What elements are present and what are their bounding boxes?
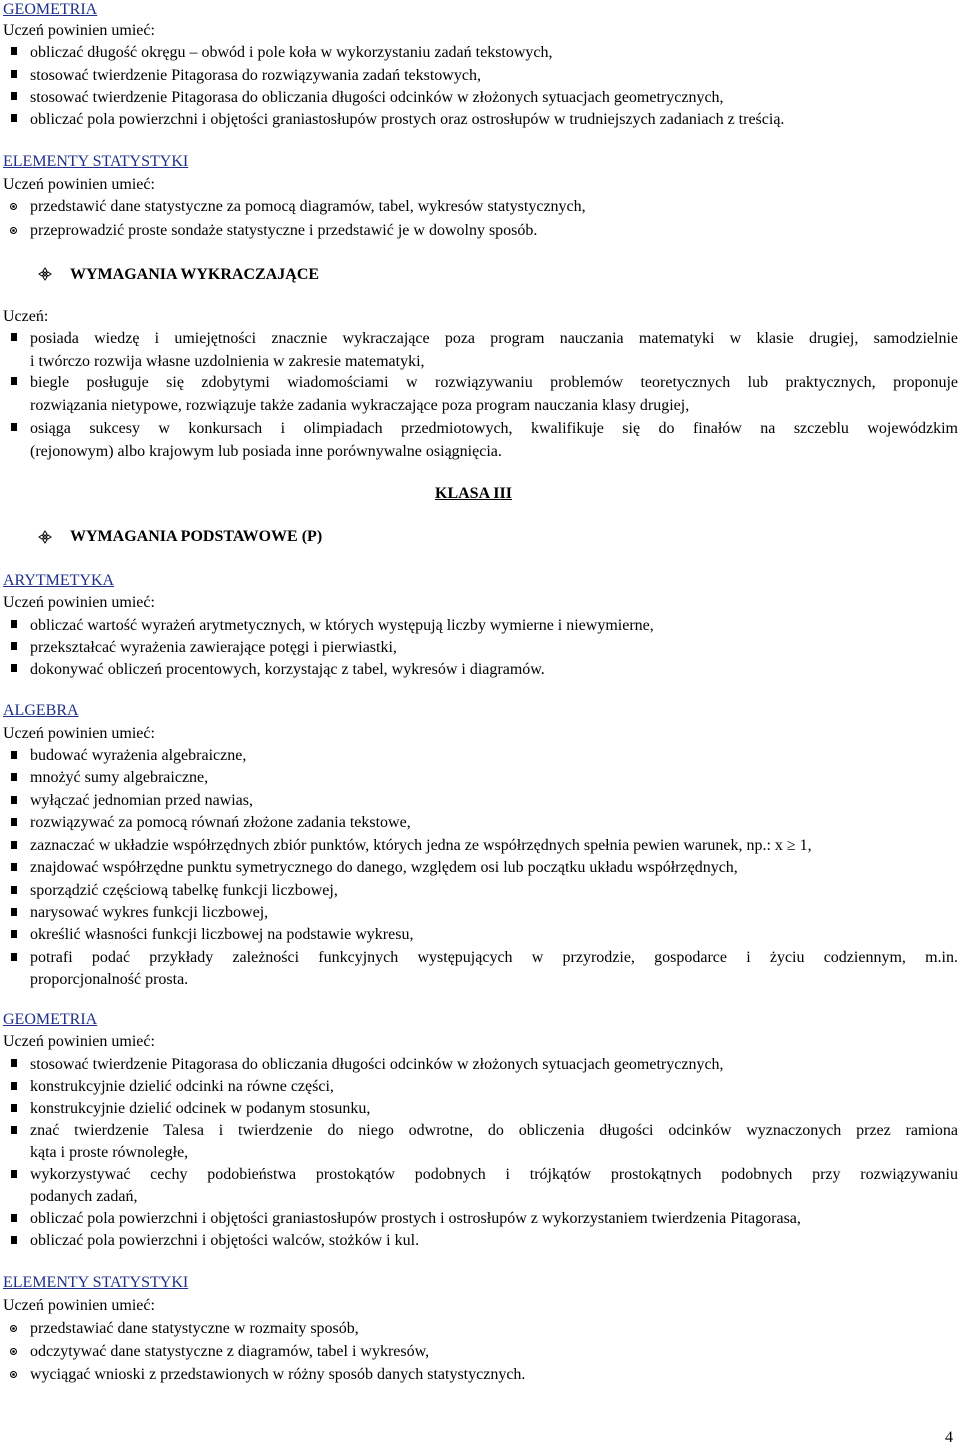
square-bullet-icon [11,114,17,122]
list-item: posiada wiedzę i umiejętności znacznie wykraczające poza program nauczania matematyki w klasie drugiej, samodzielnie [30,330,958,347]
square-bullet-icon [11,664,17,672]
list-item: przekształcać wyrażenia zawierające potęgi i pierwiastki, [30,639,397,656]
section-heading-statistics: ELEMENTY STATYSTYKI [3,1274,189,1291]
list-item: osiąga sukcesy w konkursach i olimpiadach przedmiotowych, kwalifikuje się do finałów na szczeblu wojewódzkim [30,420,958,437]
list-item: obliczać pola powierzchni i objętości walców, stożków i kul. [30,1232,420,1249]
square-bullet-icon [11,863,17,871]
list-item-continuation: podanych zadań, [30,1188,138,1205]
list-item: wyłączać jednomian przed nawias, [30,792,254,809]
square-bullet-icon [11,796,17,804]
square-bullet-icon [11,377,17,385]
list-item-continuation: proporcjonalność prosta. [30,971,189,988]
list-item: mnożyć sumy algebraiczne, [30,769,209,786]
square-bullet-icon [11,953,17,961]
list-item: obliczać wartość wyrażeń arytmetycznych, w których występują liczby wymierne i niewymierne, [30,617,654,634]
list-item: potrafi podać przykłady zależności funkcyjnych występujących w przyrodzie, gospodarce i życiu codziennym, m.in. [30,949,958,966]
intro-text: Uczeń powinien umieć: [3,1297,155,1314]
square-bullet-icon [11,818,17,826]
circle-bullet-icon [10,1348,17,1355]
square-bullet-icon [11,333,17,341]
list-item: stosować twierdzenie Pitagorasa do obliczania długości odcinków w złożonych sytuacjach geometrycznych, [30,1056,724,1073]
list-item: odczytywać dane statystyczne z diagramów, tabel i wykresów, [30,1343,430,1360]
list-item: wykorzystywać cechy podobieństwa prostokątów podobnych i trójkątów prostokątnych podobnych przy rozwiązywaniu [30,1166,958,1183]
list-item-continuation: i twórczo rozwija własne uzdolnienia w zakresie matematyki, [30,353,425,370]
page-number: 4 [945,1429,953,1446]
square-bullet-icon [11,70,17,78]
square-bullet-icon [11,1236,17,1244]
section-heading-arithmetic: ARYTMETYKA [3,572,115,589]
square-bullet-icon [11,642,17,650]
circle-bullet-icon [10,227,17,234]
square-bullet-icon [11,1082,17,1090]
intro-text: Uczeń powinien umieć: [3,594,155,611]
circle-bullet-icon [10,203,17,210]
list-item: stosować twierdzenie Pitagorasa do obliczania długości odcinków w złożonych sytuacjach geometrycznych, [30,89,724,106]
list-item: dokonywać obliczeń procentowych, korzystając z tabel, wykresów i diagramów. [30,661,545,678]
square-bullet-icon [11,930,17,938]
list-item: przeprowadzić proste sondaże statystyczne i przedstawić je w dowolny sposób. [30,222,538,239]
square-bullet-icon [11,1104,17,1112]
list-item: obliczać pola powierzchni i objętości graniastosłupów prostych oraz ostrosłupów w trudniejszych zadaniach z treścią. [30,111,785,128]
square-bullet-icon [11,751,17,759]
square-bullet-icon [11,1170,17,1178]
circle-bullet-icon [10,1325,17,1332]
list-item: konstrukcyjnie dzielić odcinki na równe części, [30,1078,334,1095]
intro-text: Uczeń powinien umieć: [3,725,155,742]
square-bullet-icon [11,908,17,916]
class-heading: KLASA III [435,485,512,502]
square-bullet-icon [11,620,17,628]
list-item: znajdować współrzędne punktu symetrycznego do danego, względem osi lub początku układu współrzędnych, [30,859,738,876]
list-item: zaznaczać w układzie współrzędnych zbiór punktów, których jedna ze współrzędnych spełnia pewien warunek, np.: x ≥ 1, [30,837,812,854]
section-title-basic: WYMAGANIA PODSTAWOWE (P) [70,528,323,545]
list-item: biegle posługuje się zdobytymi wiadomościami w rozwiązywaniu problemów teoretycznych lub praktycznych, proponuje [30,374,958,391]
list-item: obliczać pola powierzchni i objętości graniastosłupów prostych i ostrosłupów z wykorzystaniem twierdzenia Pitagorasa, [30,1210,801,1227]
square-bullet-icon [11,886,17,894]
circle-bullet-icon [10,1371,17,1378]
list-item: budować wyrażenia algebraiczne, [30,747,247,764]
list-item: przedstawiać dane statystyczne w rozmaity sposób, [30,1320,359,1337]
intro-text: Uczeń: [3,308,49,325]
list-item: przedstawić dane statystyczne za pomocą diagramów, tabel, wykresów statystycznych, [30,198,586,215]
section-heading-geometry: GEOMETRIA [3,1011,98,1028]
square-bullet-icon [11,773,17,781]
square-bullet-icon [11,423,17,431]
list-item: określić własności funkcji liczbowej na podstawie wykresu, [30,926,414,943]
square-bullet-icon [11,1214,17,1222]
square-bullet-icon [11,92,17,100]
diamond-bullet-icon [38,267,52,281]
section-title-advanced: WYMAGANIA WYKRACZAJĄCE [70,266,320,283]
section-heading-statistics: ELEMENTY STATYSTYKI [3,153,189,170]
intro-text: Uczeń powinien umieć: [3,22,155,39]
diamond-bullet-icon [38,530,52,544]
list-item: konstrukcyjnie dzielić odcinek w podanym stosunku, [30,1100,371,1117]
section-heading-geometry: GEOMETRIA [3,1,98,18]
list-item: sporządzić częściową tabelkę funkcji liczbowej, [30,882,338,899]
list-item-continuation: kąta i proste równoległe, [30,1144,189,1161]
section-heading-algebra: ALGEBRA [3,702,79,719]
list-item: stosować twierdzenie Pitagorasa do rozwiązywania zadań tekstowych, [30,67,481,84]
list-item: wyciągać wnioski z przedstawionych w różny sposób danych statystycznych. [30,1366,526,1383]
list-item: znać twierdzenie Talesa i twierdzenie do niego odwrotne, do obliczenia długości odcinków wyznaczonych przez ramiona [30,1122,958,1139]
list-item-continuation: (rejonowym) albo krajowym lub posiada inne porównywalne osiągnięcia. [30,443,502,460]
square-bullet-icon [11,47,17,55]
square-bullet-icon [11,841,17,849]
intro-text: Uczeń powinien umieć: [3,176,155,193]
list-item: obliczać długość okręgu – obwód i pole koła w wykorzystaniu zadań tekstowych, [30,44,553,61]
list-item: narysować wykres funkcji liczbowej, [30,904,269,921]
list-item-continuation: rozwiązania nietypowe, rozwiązuje także zadania wykraczające poza program nauczania klasy drugiej, [30,397,690,414]
square-bullet-icon [11,1059,17,1067]
intro-text: Uczeń powinien umieć: [3,1033,155,1050]
list-item: rozwiązywać za pomocą równań złożone zadania tekstowe, [30,814,411,831]
square-bullet-icon [11,1126,17,1134]
